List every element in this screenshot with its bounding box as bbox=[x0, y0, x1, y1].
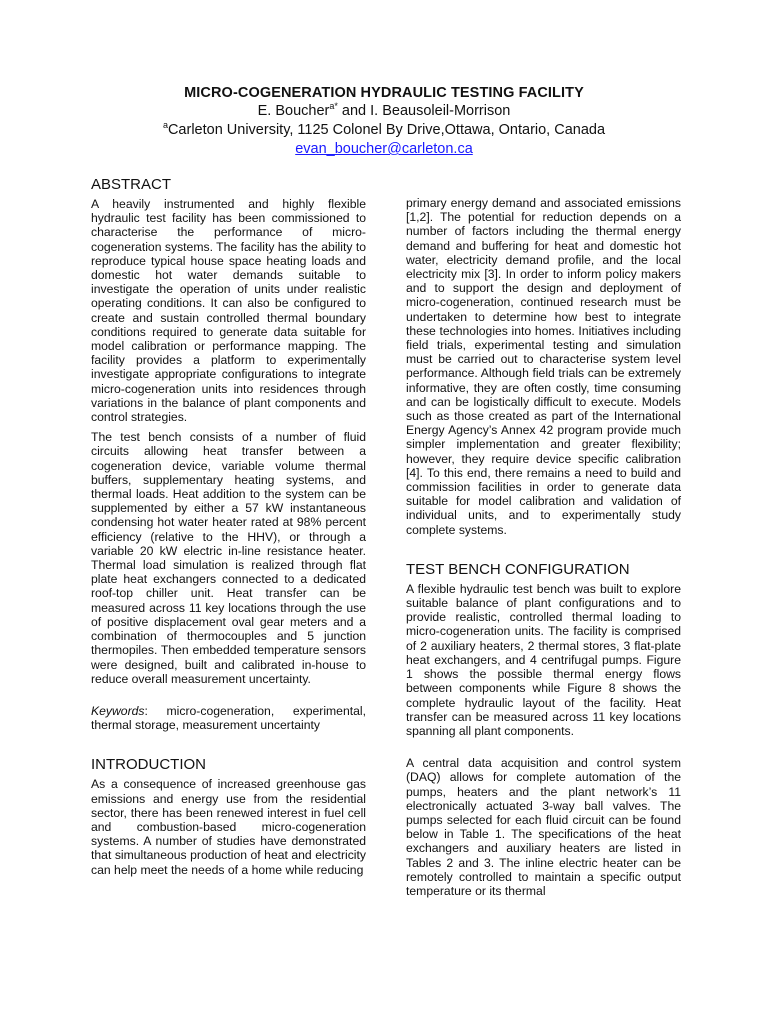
author-affil-marker: a* bbox=[329, 101, 338, 112]
introduction-paragraph-2: primary energy demand and associated emissions [1,2]. The potential for reduction depends on a number of factors including the thermal energy demand and buffering for heat and domestic hot water, electricity demand profile, and the local electricity mix [3]. In order to inform policy makers and to support the design and deployment of micro-cogeneration, continued research must be undertaken to determine how best to integrate these technologies into homes. Initiatives including field trials, experimental testing and simulation must be carried out to characterise system level performance. Although field trials can be extremely informative, they are often costly, time consuming and can be logistically difficult to execute. Models such as those created as part of the International Energy Agency’s Annex 42 program provide much simpler implementation and greater flexibility; however, they require device specific calibration [4]. To this end, there remains a need to build and commission facilities in order to generate data suitable for model calibration and validation of individual units, and to experimentally study complete systems. bbox=[406, 196, 681, 537]
paper-title: MICRO-COGENERATION HYDRAULIC TESTING FACILITY bbox=[184, 85, 584, 101]
test-bench-paragraph-2: A central data acquisition and control system (DAQ) allows for complete automation of the pumps, heaters and the plant network’s 11 electronically actuated 3-way ball valves. The pumps selected for each fluid circuit can be found below in Table 1. The specifications of the heat exchangers and auxiliary heaters are listed in Tables 2 and 3. The inline electric heater can be remotely controlled to maintain a specific output temperature or its thermal bbox=[406, 756, 681, 898]
author-boucher: E. Boucher bbox=[257, 103, 330, 119]
introduction-paragraph-1: As a consequence of increased greenhouse gas emissions and energy use from the residential sector, there has been renewed interest in fuel cell and combustion-based micro-cogeneration systems. A number of studies have demonstrated that simultaneous production of heat and electricity can help meet the needs of a home while reducing bbox=[91, 777, 366, 877]
email-line bbox=[0, 140, 768, 159]
test-bench-paragraph-1: A flexible hydraulic test bench was built to explore suitable balance of plant configurations and to provide realistic, controlled thermal loading to micro-cogeneration units. The facility is comprised of 2 auxiliary heaters, 2 thermal stores, 3 flat-plate heat exchangers, and 4 centrifugal pumps. Figure 1 shows the possible thermal energy flows between components while Figure 8 shows the complete hydraulic layout of the facility. Heat transfer can be measured across 11 key locations spanning all plant components. bbox=[406, 581, 681, 738]
abstract-paragraph-2: The test bench consists of a number of fluid circuits allowing heat transfer between a cogeneration device, variable volume thermal buffers, supplementary heating systems, and thermal loads. Heat addition to the system can be supplemented by either a 57 kW instantaneous condensing hot water heater rated at 98% percent efficiency (relative to the HHV), or through a variable 20 kW electric in-line resistance heater. Thermal load simulation is realized through flat plate heat exchangers connected to a dedicated roof-top chiller unit. Heat transfer can be measured across 11 key locations through the use of positive displacement oval gear meters and a combination of thermocouples and 5 junction thermopiles. Then embedded temperature sensors were designed, built and calibrated in-house to reduce overall measurement uncertainty. bbox=[91, 430, 366, 686]
author-line bbox=[0, 102, 768, 121]
author-beausoleil: and I. Beausoleil-Morrison bbox=[337, 103, 511, 119]
keywords-label: Keywords bbox=[91, 703, 145, 718]
affiliation-marker: a bbox=[162, 120, 168, 131]
affiliation-line bbox=[0, 121, 768, 140]
left-column bbox=[91, 176, 366, 877]
abstract-heading: ABSTRACT bbox=[91, 176, 172, 193]
paper-header bbox=[0, 84, 768, 159]
introduction-heading: INTRODUCTION bbox=[91, 756, 206, 774]
keywords-paragraph bbox=[91, 704, 366, 732]
test-bench-heading: TEST BENCH CONFIGURATION bbox=[406, 560, 630, 578]
author-email-link[interactable]: evan_boucher@carleton.ca bbox=[295, 141, 473, 157]
right-column bbox=[406, 196, 681, 898]
abstract-paragraph-1: A heavily instrumented and highly flexible hydraulic test facility has been commissioned to characterise the performance of micro-cogeneration systems. The facility has the ability to reproduce typical house space heating loads and domestic hot water demands suitable to investigate the operation of units under realistic operating conditions. It can also be configured to create and sustain controlled thermal boundary conditions required to generate data suitable for model calibration or performance mapping. The facility provides a platform to experimentally investigate appropriate configurations to integrate micro-cogeneration units into residences through variations in the balance of plant components and control strategies. bbox=[91, 197, 366, 425]
keywords-text: : micro-cogeneration, experimental, thermal storage, measurement uncertainty bbox=[91, 703, 366, 733]
affiliation-text: Carleton University, 1125 Colonel By Drive,Ottawa, Ontario, Canada bbox=[167, 122, 606, 138]
